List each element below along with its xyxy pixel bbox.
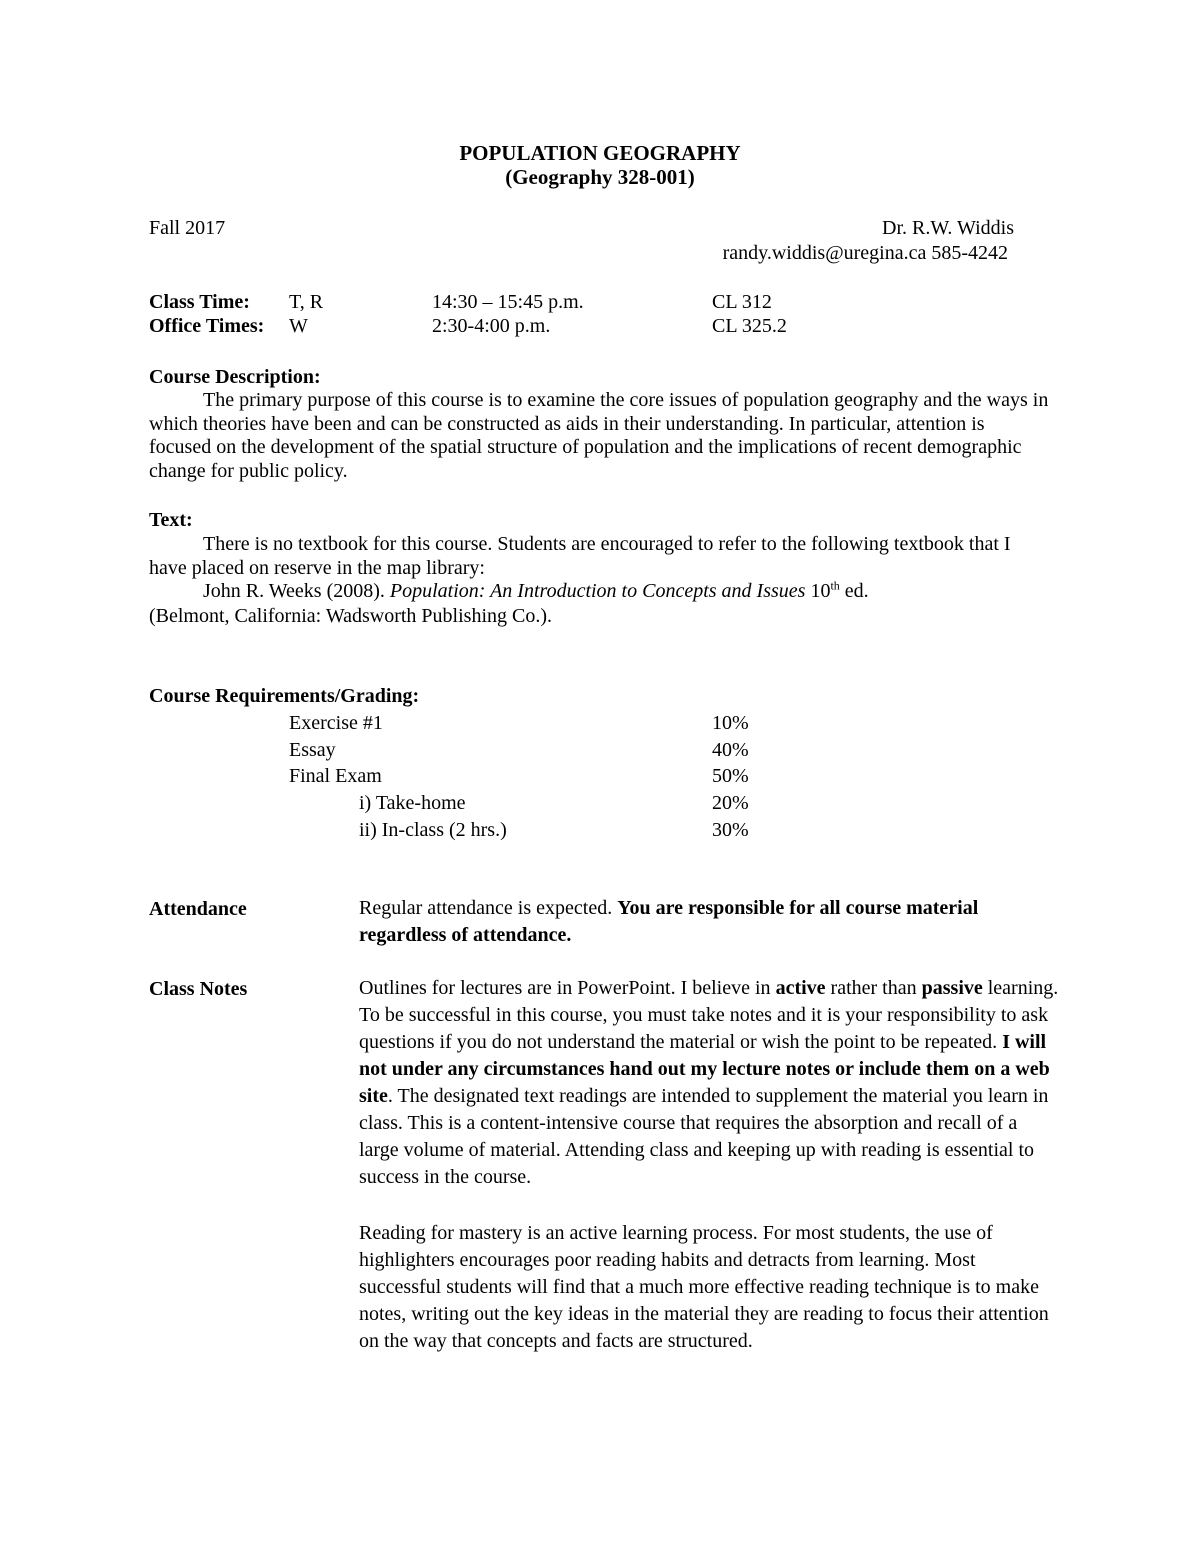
notes-bold: passive xyxy=(921,977,983,999)
class-room: CL 312 xyxy=(712,291,772,313)
notes-bold: I will not under any circumstances hand out my lecture notes or include them on a web site xyxy=(359,1031,1050,1107)
attendance-text xyxy=(359,895,1029,949)
page-subtitle: (Geography 328-001) xyxy=(505,165,695,189)
grading-item-label: Exercise #1 xyxy=(289,712,383,734)
ref-edition-sup: th xyxy=(830,578,840,593)
office-time: 2:30-4:00 p.m. xyxy=(432,315,551,337)
notes-text: learning. To be successful in this course, you must take notes and it is your responsibility to ask questions if you do not understand the material or wish the point to be repeated. xyxy=(359,977,1059,1053)
ref-edition-rest: ed. xyxy=(839,580,869,602)
grading-subitem-label: i) Take-home xyxy=(359,792,466,814)
office-room: CL 325.2 xyxy=(712,315,787,337)
instructor-name: Dr. R.W. Widdis xyxy=(882,217,1014,239)
term: Fall 2017 xyxy=(149,217,226,239)
notes-text: rather than xyxy=(825,977,922,999)
grading-item-value: 40% xyxy=(712,739,749,761)
grading-item-value: 50% xyxy=(712,765,749,787)
attendance-label: Attendance xyxy=(149,898,247,920)
class-notes-label: Class Notes xyxy=(149,978,248,1000)
ref-author: John R. Weeks (2008). xyxy=(203,580,390,602)
text-reference xyxy=(149,580,1049,604)
office-times-label: Office Times: xyxy=(149,315,265,337)
ref-title: Population: An Introduction to Concepts and Issues xyxy=(389,580,806,602)
attendance-plain: Regular attendance is expected. xyxy=(359,897,618,919)
class-notes-p1 xyxy=(359,975,1059,1191)
grading-item-label: Final Exam xyxy=(289,765,382,787)
instructor-contact: randy.widdis@uregina.ca 585-4242 xyxy=(722,242,1008,264)
class-time: 14:30 – 15:45 p.m. xyxy=(432,291,584,313)
office-days: W xyxy=(289,315,308,337)
grading-heading: Course Requirements/Grading: xyxy=(149,685,420,707)
text-heading: Text: xyxy=(149,509,193,531)
ref-publisher: (Belmont, California: Wadsworth Publishing Co.). xyxy=(149,605,552,627)
course-description-heading: Course Description: xyxy=(149,366,321,388)
notes-bold: active xyxy=(775,977,826,999)
attendance-bold: You are responsible for all course material regardless of attendance. xyxy=(359,897,979,946)
ref-edition: 10 xyxy=(805,580,831,602)
notes-text: . The designated text readings are intended to supplement the material you learn in class. This is a content-intensive course that requires the absorption and recall of a large volume of material. Attending class and keeping up with reading is essential to success in the course. xyxy=(359,1085,1049,1188)
grading-subitem-label: ii) In-class (2 hrs.) xyxy=(359,819,507,841)
class-days: T, R xyxy=(289,291,324,313)
page-title: POPULATION GEOGRAPHY xyxy=(459,141,741,165)
class-notes-p2: Reading for mastery is an active learning process. For most students, the use of highlighters encourages poor reading habits and detracts from learning. Most successful students will find that a much more effective reading technique is to make notes, writing out the key ideas in the material they are reading to focus their attention on the way that concepts and facts are structured. xyxy=(359,1222,1049,1352)
grading-item-value: 10% xyxy=(712,712,749,734)
text-intro: There is no textbook for this course. Students are encouraged to refer to the following textbook that I have placed on reserve in the map library: xyxy=(149,533,1011,579)
notes-text: Outlines for lectures are in PowerPoint. I believe in xyxy=(359,977,776,999)
course-description-text: The primary purpose of this course is to examine the core issues of population geography and the ways in which theories have been and can be constructed as aids in their understanding. In particular, attention is focused on the development of the spatial structure of population and the implications of recent demographic change for public policy. xyxy=(149,389,1049,483)
grading-item-label: Essay xyxy=(289,739,336,761)
class-time-label: Class Time: xyxy=(149,291,250,313)
grading-subitem-value: 20% xyxy=(712,792,749,814)
grading-subitem-value: 30% xyxy=(712,819,749,841)
